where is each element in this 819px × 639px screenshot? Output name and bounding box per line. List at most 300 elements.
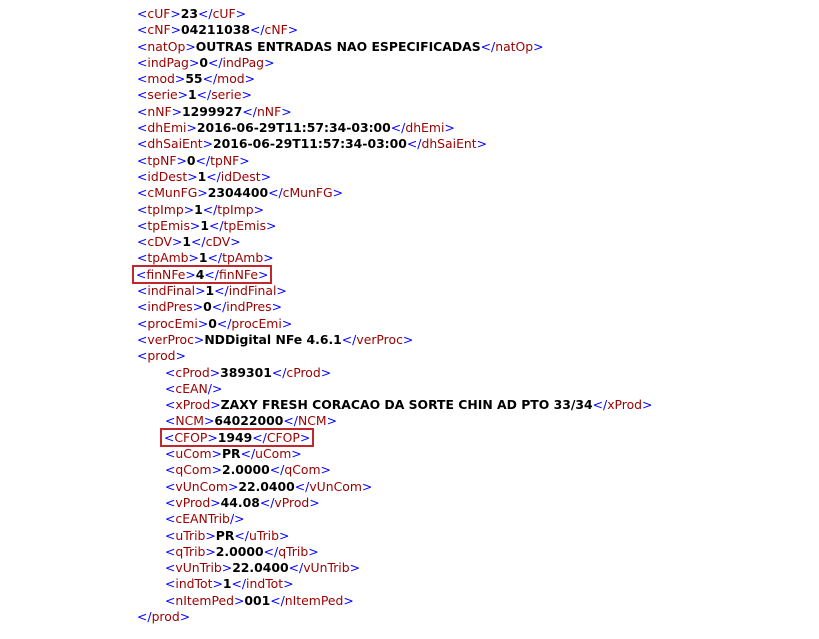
open-tag-name: cNF [147,22,171,38]
xml-element [165,446,302,461]
open-bracket: </ [406,136,422,152]
close-bracket: > [185,266,196,282]
open-tag-name: tpImp [147,201,184,217]
element-value: 22.0400 [232,560,289,576]
close-bracket: > [299,429,311,445]
open-tag-name: nItemPed [175,592,234,608]
xml-line-iddest [0,169,819,185]
close-tag-name: verProc [356,331,403,347]
open-bracket: < [137,185,148,201]
close-bracket: > [209,364,221,380]
open-tag-name: CFOP [174,429,208,445]
close-bracket: > [264,54,275,70]
close-tag-name: dhSaiEnt [421,136,477,152]
open-bracket: < [137,331,148,347]
open-tag-name: indPag [147,54,189,70]
close-tag-name: NCM [297,413,327,429]
element-value: 1 [194,201,203,217]
element-value: 0 [199,54,208,70]
close-bracket: > [287,22,299,38]
open-bracket: </ [216,315,232,331]
open-bracket: </ [242,103,257,119]
xml-line-vuntrib [0,560,819,576]
close-bracket: > [332,185,343,201]
close-tag-name: idDest [220,168,261,184]
xml-line-mod [0,71,819,87]
open-bracket: < [165,560,176,576]
close-bracket: > [207,429,218,445]
xml-element [165,413,337,428]
close-tag-name: vUnTrib [303,560,350,576]
xml-line-prod [0,609,819,625]
open-bracket: < [165,462,176,478]
xml-line-utrib [0,528,819,544]
element-value: 389301 [220,364,272,380]
close-bracket: > [281,103,292,119]
close-bracket: > [176,152,187,168]
close-bracket: > [402,331,414,347]
open-tag-name: procEmi [147,315,198,331]
xml-line-indpag [0,55,819,71]
open-bracket: </ [234,527,249,543]
close-bracket: > [266,217,277,233]
open-bracket: < [137,299,148,315]
open-bracket: </ [252,429,267,445]
close-bracket: > [205,543,216,559]
element-value: 2.0000 [221,462,270,478]
xml-line-serie [0,87,819,103]
open-bracket: < [165,543,176,559]
xml-line-tpimp [0,202,819,218]
close-bracket: > [187,168,198,184]
xml-line-vprod [0,495,819,511]
close-bracket: > [263,250,274,266]
open-tag-name: qTrib [175,543,206,559]
close-bracket: > [244,71,256,87]
open-tag-name: cMunFG [147,185,198,201]
close-tag-name: cUF [212,6,236,21]
open-tag-name: cDV [147,234,173,250]
open-bracket: < [165,494,176,510]
xml-line-cean [0,381,819,397]
element-value: 1 [222,576,232,592]
close-bracket: > [320,462,331,478]
xml-element [137,316,292,331]
close-tag-name: qCom [284,462,321,478]
element-value: ZAXY FRESH CORACAO DA SORTE CHIN AD PTO 33/34 [220,397,593,413]
open-tag-name: natOp [147,38,186,54]
xml-line-cmunfg [0,185,819,201]
element-value: 1 [205,283,215,299]
xml-line-nnf [0,104,819,120]
close-bracket: > [185,38,196,54]
close-bracket: > [188,250,199,266]
open-tag-name: nNF [147,103,172,119]
close-tag-name: tpAmb [222,250,264,266]
element-value: 1 [188,87,197,103]
xml-element [165,593,354,608]
open-tag-name: idDest [147,168,188,184]
open-tag-name: indFinal [147,283,196,299]
close-bracket: > [170,22,181,38]
close-tag-name: nNF [256,103,282,119]
open-bracket: </ [249,22,265,38]
open-bracket: < [137,283,148,299]
close-bracket: > [175,348,186,364]
close-tag-name: vProd [274,494,310,510]
close-tag-name: xProd [607,397,643,413]
close-bracket: > [172,234,183,250]
close-bracket: > [283,576,294,592]
open-bracket: < [137,103,148,119]
open-bracket: </ [259,494,275,510]
xml-element [137,218,276,233]
close-bracket: > [211,462,222,478]
xml-line-natop [0,39,819,55]
close-bracket: > [309,494,320,510]
open-bracket: </ [480,38,496,54]
open-tag-name: vUnTrib [175,560,222,576]
open-bracket: </ [202,71,218,87]
open-bracket: < [137,250,148,266]
open-bracket: </ [390,120,406,136]
xml-line-ucom [0,446,819,462]
close-bracket: > [193,331,205,347]
close-tag-name: tpImp [217,201,254,217]
close-bracket: > [186,120,197,136]
close-tag-name: mod [217,71,245,87]
xml-element [137,250,274,265]
close-tag-name: CFOP [266,429,300,445]
open-tag-name: cUF [147,6,171,21]
xml-element [137,234,241,249]
element-value: 2016-06-29T11:57:34-03:00 [196,120,391,136]
close-bracket: > [227,478,239,494]
close-bracket: > [179,608,191,624]
open-bracket: </ [207,250,223,266]
close-tag-name: cMunFG [282,185,333,201]
close-bracket: > [476,136,488,152]
open-bracket: < [164,429,175,445]
element-value: 4 [195,266,205,282]
open-bracket: </ [341,331,357,347]
xml-element [137,87,252,102]
xml-line-tpamb [0,250,819,266]
xml-element [137,169,271,184]
element-value: 2016-06-29T11:57:34-03:00 [212,136,407,152]
element-value: 0 [186,152,196,168]
open-bracket: </ [288,560,304,576]
open-tag-name: mod [147,71,175,87]
close-bracket: > [343,592,354,608]
open-bracket: < [137,348,148,364]
open-tag-name: tpNF [147,152,177,168]
xml-element [137,136,487,151]
open-bracket: < [137,315,148,331]
xml-line-cfop [0,430,819,446]
xml-element [137,348,186,363]
close-tag-name: indFinal [228,283,277,299]
empty-tag-name: cEANTrib [175,511,230,527]
open-tag-name: uTrib [175,527,206,543]
open-tag-name: dhEmi [147,120,187,136]
xml-line-indpres [0,299,819,315]
xml-line-ncm [0,413,819,429]
close-bracket: > [235,6,247,21]
open-tag-name: vProd [175,494,211,510]
close-tag-name: finNFe [218,266,258,282]
close-tag-name: indTot [246,576,284,592]
open-bracket: < [165,527,176,543]
xml-element [137,185,343,200]
open-bracket: </ [204,266,219,282]
element-value: 1299927 [182,103,243,119]
element-value: 1 [182,234,192,250]
open-tag-name: finNFe [146,266,186,282]
open-tag-name: uCom [175,446,212,462]
open-bracket: < [165,446,176,462]
close-tag-name: tpNF [210,152,240,168]
close-tag-name: dhEmi [405,120,445,136]
empty-tag-name: cEAN [175,380,208,396]
xml-element [165,495,320,510]
open-bracket: </ [208,217,224,233]
xml-element [165,381,222,396]
open-bracket: < [165,413,176,429]
open-bracket: < [137,71,148,87]
open-bracket: < [137,217,148,233]
close-tag-name: cDV [205,234,231,250]
xml-line-dhemi [0,120,819,136]
open-tag-name: prod [147,348,176,364]
xml-element [165,528,289,543]
open-tag-name: NCM [175,413,205,429]
xml-element [165,544,319,559]
xml-line-xprod [0,397,819,413]
open-bracket: < [137,6,148,21]
xml-element [137,283,287,298]
close-bracket: > [188,54,200,70]
close-bracket: > [171,103,183,119]
element-value: 04211038 [181,22,250,38]
xml-element [137,71,255,86]
close-tag-name: indPag [222,54,265,70]
xml-document-view [0,6,819,625]
open-tag-name: serie [147,87,178,103]
xml-line-cprod [0,365,819,381]
open-bracket: < [137,54,148,70]
close-tag-name: cProd [286,364,321,380]
close-bracket: > [444,120,455,136]
xml-line-vuncom [0,479,819,495]
open-bracket: < [165,576,176,592]
close-bracket: > [271,299,283,315]
open-bracket: </ [592,397,608,413]
xml-element [137,609,190,624]
xml-element [137,299,282,314]
xml-line-finnfe [0,267,819,283]
open-tag-name: xProd [175,397,211,413]
open-bracket: </ [191,234,206,250]
open-bracket: < [137,136,148,152]
open-bracket: </ [202,201,218,217]
open-bracket: </ [270,592,285,608]
element-value: OUTRAS ENTRADAS NAO ESPECIFICADAS [195,38,481,54]
open-bracket: < [137,120,148,136]
close-bracket: > [192,299,204,315]
xml-line-indfinal [0,283,819,299]
open-bracket: < [137,234,148,250]
xml-element [137,332,413,347]
open-bracket: < [137,168,148,184]
open-tag-name: indPres [147,299,193,315]
element-value: PR [215,527,235,543]
element-value: 001 [244,592,271,608]
close-bracket: > [183,201,195,217]
xml-element [165,397,652,412]
xml-element [165,576,293,591]
close-bracket: > [197,185,208,201]
close-tag-name: uCom [255,446,292,462]
close-bracket: > [257,266,269,282]
close-bracket: > [202,136,213,152]
close-bracket: > [221,560,233,576]
close-bracket: > [211,446,222,462]
element-value: 23 [180,6,199,21]
close-bracket: > [349,560,360,576]
element-value: 0 [208,315,217,331]
close-tag-name: qTrib [278,543,309,559]
open-bracket: </ [268,185,283,201]
xml-line-prod [0,348,819,364]
element-value: 1949 [217,429,253,445]
close-bracket: > [281,315,293,331]
close-tag-name: serie [211,87,242,103]
close-bracket: > [170,6,181,21]
xml-line-nitemped [0,593,819,609]
close-tag-name: cNF [264,22,288,38]
close-bracket: > [326,413,337,429]
open-bracket: </ [198,6,213,21]
xml-element [165,462,331,477]
close-bracket: > [204,413,215,429]
close-bracket: > [212,576,223,592]
xml-element [165,479,372,494]
close-tag-name: nItemPed [284,592,344,608]
open-bracket: </ [207,54,223,70]
open-bracket: < [137,87,148,103]
xml-element [137,22,298,37]
close-bracket: > [533,38,544,54]
element-value: 1 [197,168,207,184]
xml-line-qcom [0,462,819,478]
xml-line-tpemis [0,218,819,234]
open-bracket: </ [206,168,221,184]
element-value: NDDigital NFe 4.6.1 [204,331,342,347]
element-value: 64022000 [214,413,284,429]
open-tag-name: tpEmis [147,217,190,233]
close-bracket: > [260,168,271,184]
open-bracket: </ [283,413,298,429]
open-bracket: < [137,152,148,168]
close-bracket: > [205,527,216,543]
open-bracket: < [165,364,176,380]
element-value: 55 [185,71,203,87]
element-value: 0 [203,299,212,315]
xml-line-ceantrib [0,511,819,527]
open-bracket: < [165,592,176,608]
element-value: 44.08 [220,494,260,510]
open-bracket: < [136,266,147,282]
close-bracket: > [291,446,302,462]
xml-element [137,55,274,70]
open-bracket: </ [294,478,310,494]
open-bracket: </ [211,299,227,315]
close-tag-name: prod [151,608,180,624]
element-value: PR [221,446,241,462]
close-bracket: > [642,397,653,413]
open-bracket: </ [214,283,229,299]
xml-line-cnf [0,22,819,38]
close-bracket: > [320,364,332,380]
highlight-box [134,267,270,282]
xml-element [165,560,360,575]
element-value: 2.0000 [215,543,264,559]
close-bracket: > [189,217,201,233]
close-bracket: > [279,527,290,543]
close-bracket: > [241,87,252,103]
xml-line-procemi [0,316,819,332]
close-tag-name: tpEmis [223,217,267,233]
open-tag-name: cProd [175,364,210,380]
open-bracket: </ [240,446,256,462]
close-bracket: > [361,478,373,494]
highlight-box [162,430,312,445]
close-bracket: > [230,234,241,250]
xml-element [137,39,544,54]
close-bracket: > [253,201,265,217]
xml-element [137,120,455,135]
element-value: 1 [200,217,209,233]
element-value: 22.0400 [238,478,295,494]
close-bracket: > [239,152,250,168]
close-bracket: > [210,397,221,413]
close-tag-name: procEmi [231,315,282,331]
xml-line-dhsaient [0,136,819,152]
open-tag-name: dhSaiEnt [147,136,203,152]
close-bracket: > [276,283,287,299]
close-tag-name: vUnCom [309,478,362,494]
open-bracket: < [165,397,176,413]
open-tag-name: verProc [147,331,194,347]
open-bracket: < [137,201,148,217]
open-bracket: < [137,22,148,38]
open-bracket: </ [195,152,211,168]
xml-line-qtrib [0,544,819,560]
close-bracket: > [177,87,189,103]
close-bracket: > [195,283,206,299]
open-bracket: < [165,478,176,494]
xml-element [137,104,292,119]
xml-element [137,202,264,217]
close-bracket: > [308,543,319,559]
open-tag-name: vUnCom [175,478,228,494]
close-bracket: /> [229,511,245,527]
xml-line-cdv [0,234,819,250]
close-bracket: > [210,494,221,510]
element-value: 2304400 [207,185,269,201]
open-tag-name: qCom [175,462,212,478]
